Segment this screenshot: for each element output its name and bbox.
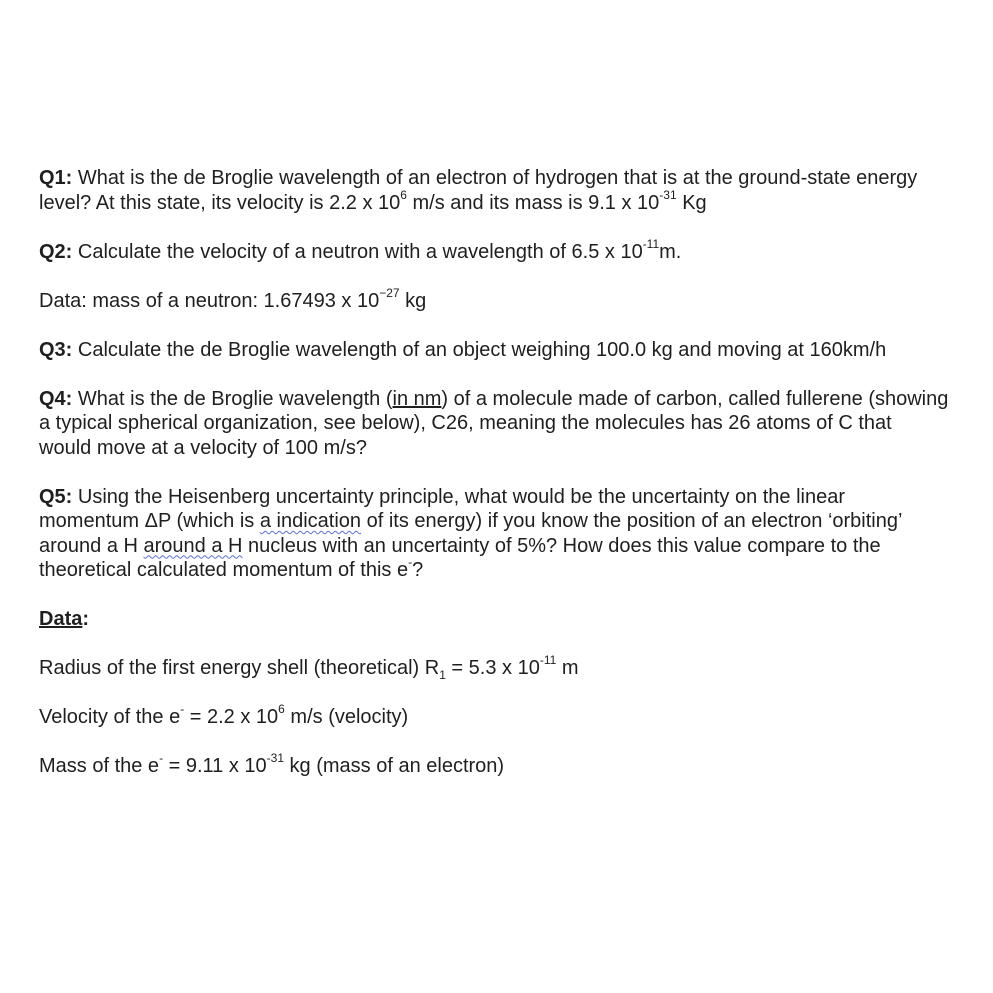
q2-exponent: -11: [642, 236, 660, 251]
q1-text: What is the de Broglie wavelength of an electron of hydrogen that is at the ground-state energy level? At this state, its velocity is 2.2 x 10: [39, 167, 918, 214]
velocity-exponent: 6: [278, 702, 285, 717]
q5-text-end: nucleus with an uncertainty of 5%? How does this value compare to the theoretical calculated momentum of this e: [39, 534, 881, 581]
question-3: [39, 338, 949, 363]
mass-value: = 9.11 x 10: [163, 755, 267, 777]
q5-grammar-flag-1: a indication: [259, 510, 362, 532]
mass-electron-charge: -: [159, 751, 164, 766]
velocity-text: Velocity of the e: [39, 706, 181, 728]
q1-exponent-velocity: 6: [400, 187, 407, 202]
question-1: [39, 166, 949, 215]
radius-unit: m: [556, 657, 579, 679]
q5-electron-charge: -: [408, 555, 413, 570]
data-mass: [39, 751, 949, 779]
data-velocity: [39, 702, 949, 730]
q5-text: Using the Heisenberg uncertainty principle, what would be the uncertainty on the linear momentum ΔP (which is: [39, 485, 846, 532]
question-2: [39, 236, 949, 265]
data-heading: [39, 607, 949, 632]
document-body: [39, 166, 949, 803]
velocity-electron-charge: -: [180, 702, 185, 717]
q1-label: Q1:: [39, 167, 73, 189]
q4-underlined-unit: in nm: [392, 387, 442, 410]
q5-grammar-flag-2: around a H: [143, 534, 243, 557]
mass-text: Mass of the e: [39, 755, 160, 777]
radius-value: = 5.3 x 10: [445, 657, 540, 679]
q2-data-exponent: −27: [379, 285, 400, 300]
q1-unit: Kg: [676, 191, 707, 214]
q2-label: Q2:: [39, 240, 73, 263]
data-heading-label: Data: [39, 608, 83, 630]
q5-label: Q5:: [39, 485, 73, 508]
velocity-unit: m/s (velocity): [284, 706, 409, 728]
q2-data-text: Data: mass of a neutron: 1.67493 x 10: [39, 289, 380, 312]
question-5: [39, 485, 949, 583]
q3-text: Calculate the de Broglie wavelength of an object weighing 100.0 kg and moving at 160km/h: [72, 338, 887, 361]
q1-exponent-mass: -31: [659, 187, 677, 202]
q5-text-middle: of its energy) if you know the position of an electron ‘orbiting’ around a H: [39, 510, 902, 557]
q2-text: Calculate the velocity of a neutron with a wavelength of 6.5 x 10: [72, 240, 643, 263]
radius-exponent: -11: [539, 653, 557, 668]
q2-data-unit: kg: [399, 289, 427, 312]
question-4: [39, 387, 949, 461]
mass-unit: kg (mass of an electron): [284, 755, 505, 777]
q4-text-rest: ) of a molecule made of carbon, called fullerene (showing a typical spherical organization, see below), C26, meaning the molecules has 26 atoms of C that would move at a velocity of 100 m/s?: [39, 387, 949, 459]
q4-text: What is the de Broglie wavelength (: [72, 387, 393, 410]
q3-label: Q3:: [39, 338, 73, 361]
mass-exponent: -31: [266, 751, 284, 766]
data-heading-colon: :: [82, 608, 90, 630]
radius-subscript: 1: [439, 668, 446, 682]
q1-text-mass: m/s and its mass is 9.1 x 10: [406, 191, 660, 214]
q5-question-mark: ?: [412, 559, 424, 581]
q2-unit: m.: [659, 240, 682, 263]
q4-label: Q4:: [39, 387, 73, 410]
question-2-data: [39, 285, 949, 314]
radius-text: Radius of the first energy shell (theoretical) R: [39, 657, 440, 679]
velocity-value: = 2.2 x 10: [184, 706, 279, 728]
data-radius: [39, 653, 949, 682]
